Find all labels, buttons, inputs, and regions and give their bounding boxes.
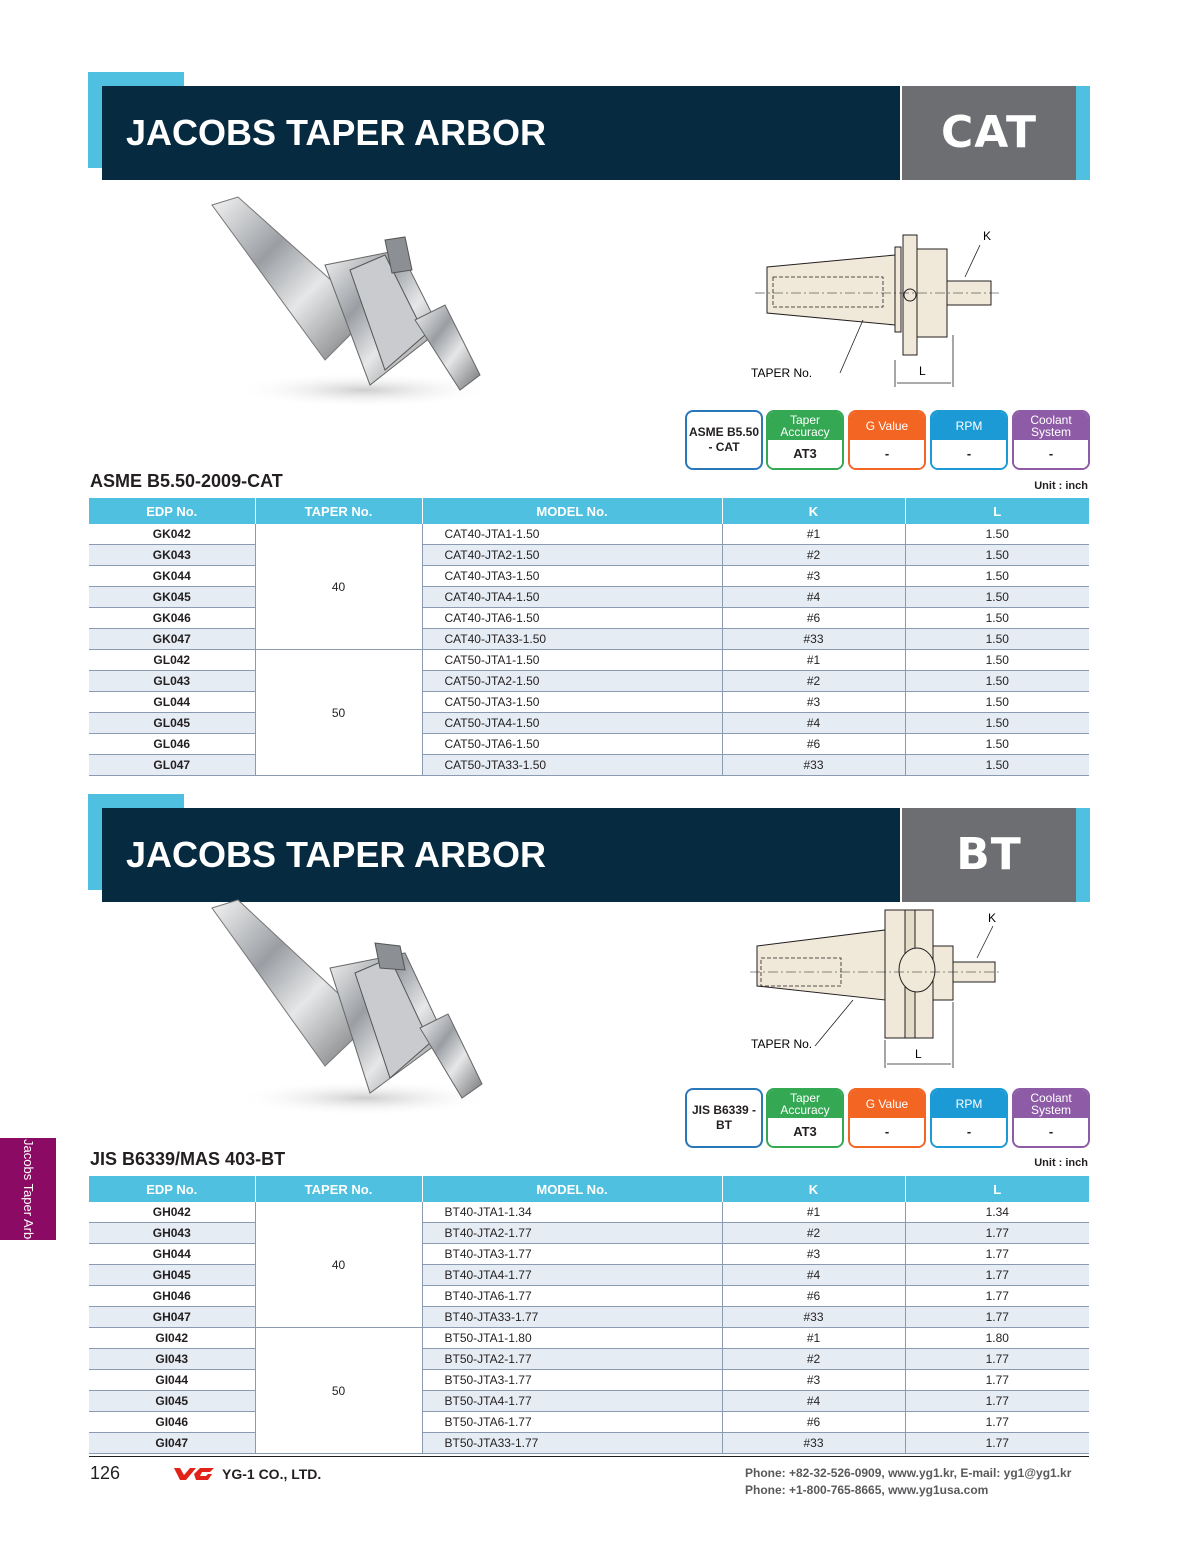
edp-cell: GK042 — [89, 524, 255, 545]
model-cell: BT40-JTA2-1.77 — [422, 1223, 722, 1244]
column-header: L — [905, 498, 1089, 524]
table-row — [89, 734, 1089, 755]
footer-divider — [89, 1456, 1089, 1457]
k-cell: #4 — [722, 1391, 905, 1412]
banner-type-label: CAT — [902, 86, 1076, 180]
model-cell: CAT40-JTA6-1.50 — [422, 608, 722, 629]
spec-value: - — [1014, 440, 1088, 468]
spec-label: Taper Accuracy — [768, 412, 842, 440]
edp-cell: GK046 — [89, 608, 255, 629]
l-cell: 1.50 — [905, 671, 1089, 692]
table-row — [89, 1244, 1089, 1265]
k-cell: #1 — [722, 524, 905, 545]
l-cell: 1.77 — [905, 1391, 1089, 1412]
standard-badge: JIS B6339 - BT — [685, 1088, 763, 1148]
edp-cell: GH042 — [89, 1202, 255, 1223]
column-header: EDP No. — [89, 1176, 255, 1202]
edp-cell: GK044 — [89, 566, 255, 587]
taper-cell: 50 — [255, 650, 422, 776]
spec-taper-accuracy — [766, 410, 844, 470]
edp-cell: GL046 — [89, 734, 255, 755]
table-header — [89, 1176, 1089, 1202]
taper-cell: 50 — [255, 1328, 422, 1454]
table-subtitle: ASME B5.50-2009-CAT — [90, 471, 283, 491]
table-row — [89, 1412, 1089, 1433]
technical-drawing — [745, 908, 1005, 1068]
model-cell: CAT40-JTA1-1.50 — [422, 524, 722, 545]
k-cell: #3 — [722, 1244, 905, 1265]
edp-cell: GL047 — [89, 755, 255, 776]
l-cell: 1.50 — [905, 650, 1089, 671]
k-cell: #6 — [722, 1412, 905, 1433]
spec-table — [89, 1176, 1089, 1454]
spec-label: RPM — [932, 1090, 1006, 1118]
edp-cell: GK045 — [89, 587, 255, 608]
model-cell: BT40-JTA1-1.34 — [422, 1202, 722, 1223]
edp-cell: GI046 — [89, 1412, 255, 1433]
spec-label: G Value — [850, 412, 924, 440]
l-cell: 1.77 — [905, 1286, 1089, 1307]
k-cell: #3 — [722, 1370, 905, 1391]
column-header: MODEL No. — [422, 498, 722, 524]
page-number: 126 — [90, 1463, 121, 1483]
k-label: K — [983, 229, 992, 243]
spec-taper-accuracy — [766, 1088, 844, 1148]
edp-cell: GH047 — [89, 1307, 255, 1328]
k-cell: #6 — [722, 734, 905, 755]
spec-label: Coolant System — [1014, 412, 1088, 440]
model-cell: CAT40-JTA2-1.50 — [422, 545, 722, 566]
spec-g-value — [848, 410, 926, 470]
edp-cell: GI043 — [89, 1349, 255, 1370]
spec-label: Taper Accuracy — [768, 1090, 842, 1118]
banner-accent — [88, 72, 102, 168]
table-row — [89, 1349, 1089, 1370]
table-row — [89, 566, 1089, 587]
spec-coolant-system — [1012, 410, 1090, 470]
model-cell: BT40-JTA33-1.77 — [422, 1307, 722, 1328]
table-row — [89, 755, 1089, 776]
k-label: K — [988, 911, 997, 925]
edp-cell: GH044 — [89, 1244, 255, 1265]
banner-type-label: BT — [902, 808, 1076, 902]
table-row — [89, 1370, 1089, 1391]
table-row — [89, 692, 1089, 713]
table-row — [89, 1286, 1089, 1307]
l-cell: 1.77 — [905, 1307, 1089, 1328]
model-cell: BT40-JTA4-1.77 — [422, 1265, 722, 1286]
model-cell: BT50-JTA3-1.77 — [422, 1370, 722, 1391]
spec-value: AT3 — [768, 440, 842, 468]
k-cell: #33 — [722, 755, 905, 776]
spec-label: Coolant System — [1014, 1090, 1088, 1118]
edp-cell: GI042 — [89, 1328, 255, 1349]
model-cell: BT50-JTA1-1.80 — [422, 1328, 722, 1349]
banner-title: JACOBS TAPER ARBOR — [102, 86, 900, 180]
model-cell: CAT50-JTA33-1.50 — [422, 755, 722, 776]
k-cell: #33 — [722, 629, 905, 650]
column-header: L — [905, 1176, 1089, 1202]
model-cell: BT50-JTA2-1.77 — [422, 1349, 722, 1370]
k-cell: #3 — [722, 566, 905, 587]
l-label: L — [919, 364, 926, 378]
l-cell: 1.34 — [905, 1202, 1089, 1223]
spec-table — [89, 498, 1089, 776]
section-banner — [88, 72, 1090, 180]
edp-cell: GL045 — [89, 713, 255, 734]
l-cell: 1.50 — [905, 734, 1089, 755]
k-cell: #2 — [722, 1349, 905, 1370]
l-cell: 1.50 — [905, 629, 1089, 650]
edp-cell: GH046 — [89, 1286, 255, 1307]
l-cell: 1.77 — [905, 1223, 1089, 1244]
contact-line: Phone: +1-800-765-8665, www.yg1usa.com — [745, 1483, 989, 1497]
table-row — [89, 1223, 1089, 1244]
table-row — [89, 1265, 1089, 1286]
banner-accent — [1076, 808, 1090, 902]
taper-cell: 40 — [255, 1202, 422, 1328]
banner-accent — [88, 794, 102, 890]
l-cell: 1.77 — [905, 1265, 1089, 1286]
table-subtitle: JIS B6339/MAS 403-BT — [90, 1149, 286, 1169]
model-cell: CAT40-JTA4-1.50 — [422, 587, 722, 608]
l-label: L — [915, 1047, 922, 1061]
edp-cell: GH045 — [89, 1265, 255, 1286]
spec-value: - — [850, 1118, 924, 1146]
table-row — [89, 1433, 1089, 1454]
table-row — [89, 524, 1089, 545]
l-cell: 1.50 — [905, 608, 1089, 629]
edp-cell: GL043 — [89, 671, 255, 692]
k-cell: #1 — [722, 650, 905, 671]
product-photo — [190, 195, 500, 420]
k-cell: #6 — [722, 1286, 905, 1307]
k-cell: #1 — [722, 1202, 905, 1223]
k-cell: #2 — [722, 545, 905, 566]
taper-label: TAPER No. — [751, 1037, 813, 1051]
table-row — [89, 587, 1089, 608]
table-header — [89, 498, 1089, 524]
l-cell: 1.50 — [905, 566, 1089, 587]
standard-badge: ASME B5.50 - CAT — [685, 410, 763, 470]
model-cell: BT50-JTA33-1.77 — [422, 1433, 722, 1454]
spec-value: - — [850, 440, 924, 468]
table-row — [89, 1328, 1089, 1349]
k-cell: #33 — [722, 1433, 905, 1454]
model-cell: CAT50-JTA1-1.50 — [422, 650, 722, 671]
table-row — [89, 713, 1089, 734]
column-header: EDP No. — [89, 498, 255, 524]
column-header: K — [722, 1176, 905, 1202]
column-header: MODEL No. — [422, 1176, 722, 1202]
section-banner — [88, 794, 1090, 902]
k-cell: #2 — [722, 1223, 905, 1244]
spec-rpm — [930, 410, 1008, 470]
edp-cell: GH043 — [89, 1223, 255, 1244]
edp-cell: GL044 — [89, 692, 255, 713]
side-tab[interactable] — [0, 1138, 56, 1251]
side-tab-label: Jacobs Taper Arbor — [21, 1139, 36, 1251]
spec-value: - — [932, 1118, 1006, 1146]
model-cell: BT40-JTA6-1.77 — [422, 1286, 722, 1307]
l-cell: 1.50 — [905, 692, 1089, 713]
l-cell: 1.77 — [905, 1349, 1089, 1370]
table-row — [89, 1307, 1089, 1328]
table-row — [89, 608, 1089, 629]
unit-label: Unit : inch — [1034, 480, 1088, 492]
contact-line: Phone: +82-32-526-0909, www.yg1.kr, E-mail: yg1@yg1.kr — [745, 1466, 1072, 1480]
table-row — [89, 1202, 1089, 1223]
l-cell: 1.50 — [905, 755, 1089, 776]
banner-accent — [1076, 86, 1090, 180]
unit-label: Unit : inch — [1034, 1157, 1088, 1169]
edp-cell: GI045 — [89, 1391, 255, 1412]
spec-value: AT3 — [768, 1118, 842, 1146]
model-cell: CAT50-JTA6-1.50 — [422, 734, 722, 755]
k-cell: #1 — [722, 1328, 905, 1349]
yg1-logo-icon — [172, 1466, 216, 1482]
model-cell: BT40-JTA3-1.77 — [422, 1244, 722, 1265]
table-row — [89, 545, 1089, 566]
model-cell: CAT50-JTA2-1.50 — [422, 671, 722, 692]
l-cell: 1.77 — [905, 1433, 1089, 1454]
table-row — [89, 1391, 1089, 1412]
spec-value: - — [1014, 1118, 1088, 1146]
k-cell: #4 — [722, 587, 905, 608]
edp-cell: GK047 — [89, 629, 255, 650]
k-cell: #3 — [722, 692, 905, 713]
k-cell: #2 — [722, 671, 905, 692]
table-row — [89, 671, 1089, 692]
model-cell: CAT40-JTA33-1.50 — [422, 629, 722, 650]
l-cell: 1.50 — [905, 587, 1089, 608]
column-header: TAPER No. — [255, 1176, 422, 1202]
l-cell: 1.50 — [905, 524, 1089, 545]
l-cell: 1.80 — [905, 1328, 1089, 1349]
model-cell: CAT40-JTA3-1.50 — [422, 566, 722, 587]
edp-cell: GI047 — [89, 1433, 255, 1454]
taper-cell: 40 — [255, 524, 422, 650]
company-name: YG-1 CO., LTD. — [222, 1466, 322, 1482]
model-cell: BT50-JTA6-1.77 — [422, 1412, 722, 1433]
spec-rpm — [930, 1088, 1008, 1148]
taper-label: TAPER No. — [751, 366, 813, 380]
model-cell: BT50-JTA4-1.77 — [422, 1391, 722, 1412]
product-photo — [190, 898, 500, 1123]
edp-cell: GI044 — [89, 1370, 255, 1391]
k-cell: #4 — [722, 1265, 905, 1286]
l-cell: 1.77 — [905, 1244, 1089, 1265]
model-cell: CAT50-JTA4-1.50 — [422, 713, 722, 734]
banner-title: JACOBS TAPER ARBOR — [102, 808, 900, 902]
spec-label: RPM — [932, 412, 1006, 440]
k-cell: #33 — [722, 1307, 905, 1328]
l-cell: 1.50 — [905, 545, 1089, 566]
l-cell: 1.50 — [905, 713, 1089, 734]
edp-cell: GK043 — [89, 545, 255, 566]
column-header: K — [722, 498, 905, 524]
spec-g-value — [848, 1088, 926, 1148]
spec-value: - — [932, 440, 1006, 468]
k-cell: #6 — [722, 608, 905, 629]
spec-coolant-system — [1012, 1088, 1090, 1148]
l-cell: 1.77 — [905, 1412, 1089, 1433]
table-row — [89, 629, 1089, 650]
table-row — [89, 650, 1089, 671]
edp-cell: GL042 — [89, 650, 255, 671]
technical-drawing — [745, 225, 1005, 395]
k-cell: #4 — [722, 713, 905, 734]
column-header: TAPER No. — [255, 498, 422, 524]
spec-label: G Value — [850, 1090, 924, 1118]
model-cell: CAT50-JTA3-1.50 — [422, 692, 722, 713]
l-cell: 1.77 — [905, 1370, 1089, 1391]
